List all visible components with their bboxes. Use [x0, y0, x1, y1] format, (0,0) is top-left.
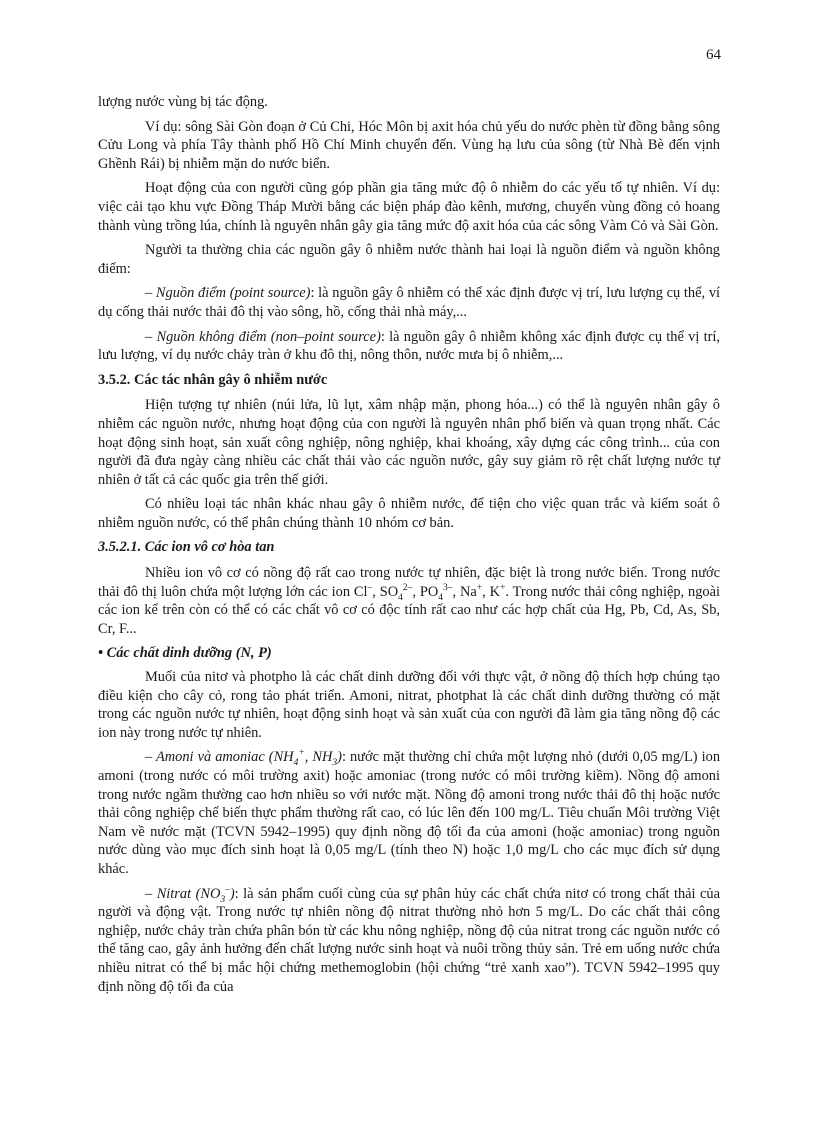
paragraph-ten-groups: Có nhiều loại tác nhân khác nhau gây ô nhiễm nước, để tiện cho việc quan trắc và kiểm soát ô nhiễm nguồn nước, có thể phân chúng thành 10 nhóm cơ bản. [98, 496, 720, 531]
paragraph-human-activity: Hoạt động của con người cũng góp phần gia tăng mức độ ô nhiễm do các yếu tố tự nhiên. Ví dụ: việc cải tạo khu vực Đồng Tháp Mười bằng các biện pháp đào kênh, mương, chuyển vùng đồng cỏ hoang thành vùng trồng lúa, chính là nguyên nhân gây gia tăng mức độ axit hóa của các sông Vàm Cỏ và Sài Gòn. [98, 180, 720, 234]
paragraph-continuation: lượng nước vùng bị tác động. [98, 94, 268, 110]
section-heading-3521: 3.5.2.1. Các ion vô cơ hòa tan [98, 539, 275, 556]
paragraph-point-source: – Nguồn điểm (point source): là nguồn gây ô nhiễm có thể xác định được vị trí, lưu lượng cụ thể, ví dụ cống thải nước thải đô thị vào sông, hồ, cống thải nhà máy,... [98, 285, 721, 320]
term-ammonia: – Amoni và amoniac ($NH_4^+$, $NH_3$) [145, 748, 342, 769]
page-number: 64 [706, 47, 721, 63]
paragraph-ammonia: – Amoni và amoniac ($NH_4^+$, $NH_3$): nước mặt thường chỉ chứa một lượng nhỏ (dưới 0,05 mg/L) ion amoni (trong nước có môi trường axit) hoặc amoniac (trong nước có môi trường kiềm). Nồng độ amoni trong nước ngầm thường cao hơn nhiều so với nước mặt. Nồng độ amoni trong nước thải đô thị hoặc nước thải công nghiệp chế biến thực phẩm thường rất cao, có lúc lên đến 100 mg/L. Tiêu chuẩn Môi trường Việt Nam về nước mặt (TCVN 5942–1995) quy định nồng độ tối đa của amoni (hoặc amoniac) trong nguồn nước dùng vào mục đích sinh hoạt là 0,05 mg/L (tính theo N) hoặc 1,0 mg/L cho các mục đích sử dụng khác. [98, 748, 721, 877]
paragraph-non-point-source: – Nguồn không điểm (non–point source): là nguồn gây ô nhiễm không xác định được cụ thể vị trí, lưu lượng, ví dụ nước chảy tràn ở khu đô thị, nông thôn, nước mưa bị ô nhiễm,... [98, 328, 721, 364]
term-non-point-source: – Nguồn không điểm (non–point source) [145, 328, 381, 345]
section-heading-352: 3.5.2. Các tác nhân gây ô nhiễm nước [98, 371, 328, 388]
term-nitrate: – Nitrat $(NO_3^-)$ [145, 884, 235, 905]
term-point-source: – Nguồn điểm (point source) [145, 285, 311, 302]
paragraph-nitrate: – Nitrat $(NO_3^-)$: là sản phẩm cuối cùng của sự phân hủy các chất chứa nitơ có trong chất thải của người và động vật. Trong nước tự nhiên nồng độ nitrat thường nhỏ hơn 5 mg/L. Do các chất thải công nghiệp, nước chảy tràn chứa phân bón từ các khu nông nghiệp, nồng độ của nitrat trong các nguồn nước có thể tăng cao, gây ảnh hưởng đến chất lượng nước sinh hoạt và nuôi trồng thủy sản. Trẻ em uống nước chứa nhiều nitrat có thể bị mắc hội chứng methemoglobin (hội chứng “trẻ xanh xao”). TCVN 5942–1995 quy định nồng độ tối đa của [98, 884, 721, 995]
paragraph-natural-phenomena: Hiện tượng tự nhiên (núi lửa, lũ lụt, xâm nhập mặn, phong hóa...) có thể là nguyên nhân gây ô nhiễm các nguồn nước, nhưng hoạt động của con người là nguyên nhân phổ biến và quan trọng nhất. Các hoạt động sinh hoạt, sản xuất công nghiệp, nông nghiệp, khai khoáng, xây dựng các công trình... của con người đã đưa ngày càng nhiều các chất thải vào các nguồn nước, gây suy giảm rõ rệt chất lượng nước tự nhiên ở tất cả các quốc gia trên thế giới. [98, 397, 720, 488]
paragraph-nutrients: Muối của nitơ và photpho là các chất dinh dưỡng đối với thực vật, ở nồng độ thích hợp chúng tạo điều kiện cho cây cỏ, rong tảo phát triển. Amoni, nitrat, photphat là các chất dinh dưỡng thường có mặt trong các nguồn nước tự nhiên, hoạt động sinh hoạt và sản xuất của con người đã làm gia tăng nồng độ các ion này trong nước tự nhiên. [98, 669, 720, 741]
paragraph-example-saigon: Ví dụ: sông Sài Gòn đoạn ở Củ Chi, Hóc Môn bị axit hóa chủ yếu do nước phèn từ đồng bằng sông Cửu Long và phía Tây thành phố Hồ Chí Minh chuyển đến. Vùng hạ lưu của sông (từ Nhà Bè đến vịnh Ghềnh Rái) bị nhiễm mặn do nước biển. [98, 118, 720, 172]
paragraph-inorganic-ions: Nhiều ion vô cơ có nồng độ rất cao trong nước tự nhiên, đặc biệt là trong nước biển. Trong nước thải đô thị luôn chứa một lượng lớn các ion Cl–, $SO_4^{2-}$, $PO_4^{3-}$, Na+, K+. Trong nước thải công nghiệp, ngoài các ion kể trên còn có thể có các chất vô cơ có độc tính rất cao như các hợp chất của Hg, Pb, Cd, As, Sb, Cr, F... [98, 565, 721, 637]
page-content [98, 93, 720, 1002]
paragraph-source-types: Người ta thường chia các nguồn gây ô nhiễm nước thành hai loại là nguồn điểm và nguồn không điểm: [98, 242, 720, 277]
bullet-heading-nutrients: • Các chất dinh dưỡng (N, P) [98, 645, 272, 662]
